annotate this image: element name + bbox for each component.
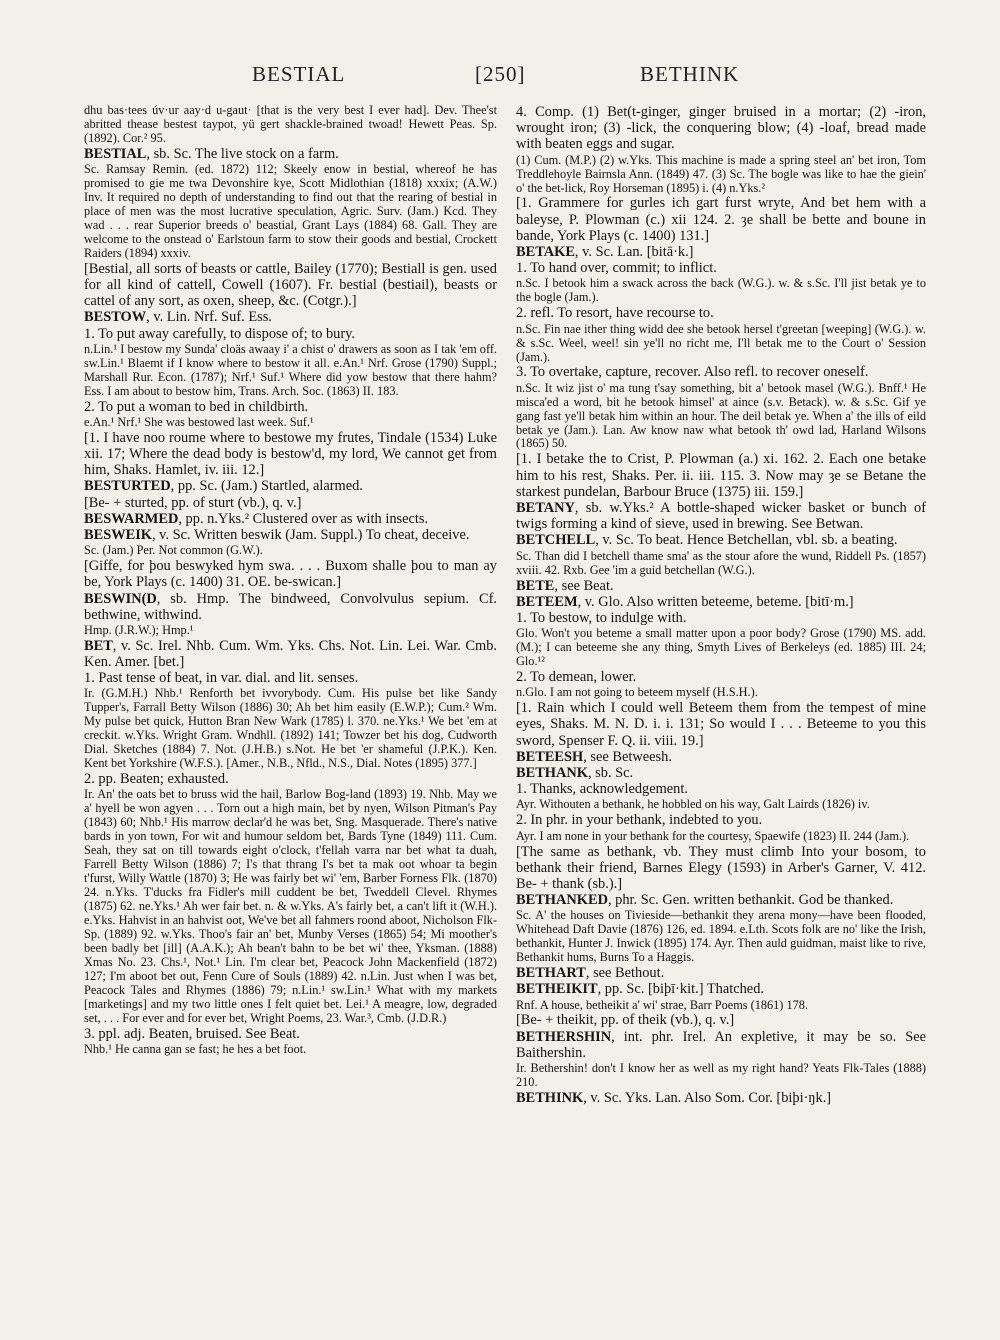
header-first-word: BESTIAL [252,62,346,86]
headword: BESWEIK [84,526,152,543]
dictionary-paragraph: Rnf. A house, betheikit a' wi' strae, Barr Poems (1861) 178. [516,997,808,1012]
dictionary-paragraph: Nhb.¹ He canna gan se fast; he hes a bet foot. [84,1041,307,1056]
headword: BETE [516,577,555,594]
dictionary-paragraph: [The same as bethank, vb. They must climb Into your bosom, to bethank their friend, Barnes Elegy (1593) in Arber's Garner, V. 412. Be- + thank (sb.).] [516,843,926,892]
dictionary-paragraph: n.Glo. I am not going to beteem myself (H.S.H.). [516,685,758,700]
dictionary-paragraph: Sc. A' the houses on Tivieside—bethankit they arena mony—have been flooded, Whitehead Daft Davie (1876) 126, ed. 1894. e.Lth. Scots folk are no' like the Irish, bethankit, Hunter J. Inwick (1895) 174. Ayr. Then auld guidman, maist like to rive, Bethankit hums, Burns To a Haggis. [516,908,926,965]
dictionary-paragraph: Ayr. I am none in your bethank for the courtesy, Spaewife (1823) II. 244 (Jam.). [516,828,910,843]
dictionary-paragraph: Ayr. Withouten a bethank, he hobbled on his way, Galt Lairds (1826) iv. [516,797,870,812]
dictionary-paragraph: BETHEIKIT, pp. Sc. [biþī·kit.] Thatched. [516,981,764,998]
dictionary-paragraph: BETHERSHIN, int. phr. Irel. An expletive, it may be so. See Baithershin. [516,1028,926,1061]
dictionary-paragraph: BETE, see Beat. [516,577,614,594]
headword: BESTIAL [84,145,147,162]
dictionary-paragraph: BETANY, sb. w.Yks.² A bottle-shaped wicker basket or bunch of twigs forming a kind of sieve, used in brewing. See Betwan. [516,500,926,533]
dictionary-paragraph: Sc. Ramsay Remin. (ed. 1872) 112; Skeely enow in bestial, whereof he has promised to gie me twa Devonshire kye, Scott Midlothian (1818) xxxix; (A.W.) Inv. It required no depth of understanding to find out that the rearing of bestial in place of men was the most lucrative speculation, Agric. Surv. (Jam.) Kcd. They wad . . . rear Superior breeds o' beastial, Grant Lays (1884) 68. Gall. They are welcome to the onstead o' Earlstoun farm to stow their goods and bestial, Crockett Raiders (1894) xxxiv. [84,162,497,260]
dictionary-paragraph: BETHINK, v. Sc. Yks. Lan. Also Som. Cor. [biþi·ŋk.] [516,1090,832,1106]
headword: BETHART [516,965,586,982]
dictionary-paragraph: n.Sc. Fin nae ither thing widd dee she betook hersel t'greetan [weeping] (W.G.). w. & s.Sc. Weel, weel! sin ye'll no richt me, I'll betak me to the Court o' Session (Jam.). [516,321,926,364]
dictionary-paragraph: Ir. Bethershin! don't I know her as well as my right hand? Yeats Flk-Tales (1888) 210. [516,1061,926,1090]
headword: BESTURTED [84,478,171,495]
dictionary-paragraph: [Giffe, for þou beswyked hym swa. . . . Buxom shalle þou to man ay be, York Plays (c. 1400) 31. OE. be-swican.] [84,558,497,591]
dictionary-paragraph: BESTOW, v. Lin. Nrf. Suf. Ess. [84,309,272,326]
dictionary-paragraph: BESWEIK, v. Sc. Written beswik (Jam. Suppl.) To cheat, deceive. [84,526,470,543]
running-header [0,62,1000,92]
dictionary-paragraph: Hmp. (J.R.W.); Hmp.¹ [84,622,194,637]
dictionary-paragraph: 1. Past tense of beat, in var. dial. and lit. senses. [84,670,359,687]
headword: BETEESH [516,748,584,765]
dictionary-paragraph: 1. To put away carefully, to dispose of; to bury. [84,325,356,342]
dictionary-paragraph: BETEEM, v. Glo. Also written beteeme, beteme. [bitī·m.] [516,593,854,610]
dictionary-paragraph: BESWARMED, pp. n.Yks.² Clustered over as with insects. [84,510,429,527]
dictionary-paragraph: BETEESH, see Betweesh. [516,748,672,765]
dictionary-paragraph: 2. To demean, lower. [516,669,637,686]
headword: BETAKE [516,244,575,261]
dictionary-paragraph: BESTIAL, sb. Sc. The live stock on a farm. [84,145,339,162]
headword: BETHINK [516,1090,584,1106]
headword: BETHEIKIT [516,981,598,998]
headword: BESWIN(D [84,590,157,607]
headword: BETHANKED [516,892,608,909]
dictionary-paragraph: [1. Grammere for gurles ich gart furst wryte, And bet hem with a baleyse, P. Plowman (c.) xii 124. 2. ȝe shall be bette and boune in bande, York Plays (c. 1400) 131.] [516,195,926,244]
dictionary-paragraph: [1. I have noo roume where to bestowe my frutes, Tindale (1534) Luke xii. 17; Where the dead body is bestow'd, my lord, We cannot get from him, Shaks. Hamlet, iv. iii. 12.] [84,429,497,479]
dictionary-paragraph: BETHART, see Bethout. [516,965,665,982]
dictionary-paragraph: BESTURTED, pp. Sc. (Jam.) Startled, alarmed. [84,478,363,495]
dictionary-paragraph: BETCHELL, v. Sc. To beat. Hence Betchellan, vbl. sb. a beating. [516,532,898,549]
header-last-word: BETHINK [640,62,740,86]
dictionary-paragraph: 4. Comp. (1) Bet(t-ginger, ginger bruised in a mortar; (2) -iron, wrought iron; (3) -lick, the conquering blow; (4) -loaf, bread made with beaten eggs and sugar. [516,104,926,153]
dictionary-paragraph: 1. To bestow, to indulge with. [516,609,687,626]
headword: BETHANK [516,764,588,781]
dictionary-paragraph: n.Lin.¹ I bestow my Sunda' cloäs awaay i' a chist o' drawers as soon as I tak 'em off. sw.Lin.¹ Blaemt if I know where to bestow it all. e.An.¹ Nrf. Grose (1790) Suppl.; Marshall Rur. Econ. (1787); Nrf.¹ Suf.¹ Where did yow bestow that there hahm? Ess. I am about to bestow him, Trans. Arch. Soc. (1863) II. 183. [84,341,497,398]
dictionary-paragraph: 3. ppl. adj. Beaten, bruised. See Beat. [84,1025,300,1042]
headword: BETCHELL [516,532,596,549]
dictionary-paragraph: 2. In phr. in your bethank, indebted to you. [516,812,763,829]
dictionary-paragraph: [Be- + theikit, pp. of theik (vb.), q. v.] [516,1012,735,1029]
headword: BETANY [516,500,575,517]
headword: BETHERSHIN [516,1028,612,1045]
dictionary-paragraph: [1. Rain which I could well Beteem them from the tempest of mine eyes, Shaks. M. N. D. i. i. 131; So would I . . . Beteeme to you this sword, Spenser F. Q. ii. viii. 19.] [516,700,926,749]
dictionary-paragraph: Ir. (G.M.H.) Nhb.¹ Renforth bet ivvorybody. Cum. His pulse bet like Sandy Tupper's, Farrall Betty Wilson (1886) 30; Ah bet him easily (E.W.P.); Cum.² Wm. My pulse bet quick, Hutton Bran New Wark (1785) l. 370. ne.Yks.¹ We bet 'em at creckit. w.Yks. Wright Gram. Wndhll. (1892) 141; Towzer bet his dog, Cudworth Dial. Sketches (1884) 7. Not. (J.H.B.) s.Not. He bet 'er shameful (J.P.K.). Ken. Kent bet Yorkshire (W.F.S.). [Amer., N.B., Nfld., N.S., Dial. Notes (1895) 377.] [84,686,497,771]
dictionary-paragraph: Sc. Than did I betchell thame sma' as the stour afore the wund, Riddell Ps. (1857) xviii. 42. Rxb. Gee 'im a guid betchellan (W.G.). [516,548,926,577]
dictionary-paragraph: Sc. (Jam.) Per. Not common (G.W.). [84,543,263,558]
dictionary-paragraph: Ir. An' the oats bet to bruss wid the hail, Barlow Bog-land (1893) 19. Nhb. May we a' hyell be won agyen . . . Torn out a high main, bet by nyen, Wilson Pitman's Pay (1843) 60; Nhb.¹ His marrow declar'd he was bet, Sng. Masquerade. There's native bards in yon town, For wit and humour seldom bet, Bards Tyne (1849) 111. Cum. Seah, they sat on till towards eight o'clock, t'fellah varra nar bet what ta duah, Farrell Betty Wilson (1886) 7; I's that thrang I's bet ta mak oot whoar ta begin t'furst, Willy Wattle (1870) 3; He was fairly bet wi' 'em, Barber Forness Flk. (1870) 24. n.Yks. T'ducks fra Fidler's mill cuddent be bet, Tweddell Clevel. Rhymes (1875) 62. ne.Yks.¹ Ah wer fair bet. n. & w.Yks. A's fairly bet, a can't lift it (W.H.). e.Yks. Hahvist in an hahvist oot, We've bet all fahmers roond aboot, Nicholson Flk-Sp. (1889) 92. w.Yks. Thoo's fair an' bet, Munby Verses (1865) 54; Mi moother's been badly bet [ill] (A.A.K.); Ah bean't bahn to be bet wi' thee, Yksman. (1888) Xmas No. 23. Chs.¹, Not.¹ Lin. I'm clear bet, Peacock John Mackenfield (1872) 127; I'm aboot bet out, Fenn Cure of Souls (1889) 42. n.Lin. Just when I was bet, Peacock Tales and Rhymes (1886) 79; n.Lin.¹ sw.Lin.¹ What with my markets [marketings] and my two little ones I felt quiet bet. Lei.¹ A meagre, low, degraded set, . . . For ever and for ever bet, Wright Poems, 23. War.³, Cmb. (J.D.R.) [84,787,497,1025]
dictionary-paragraph: n.Sc. I betook him a swack across the back (W.G.). w. & s.Sc. I'll jist betak ye to the bogle (Jam.). [516,276,926,305]
headword: BESTOW [84,309,147,326]
headword: BET [84,637,113,654]
dictionary-paragraph: 2. pp. Beaten; exhausted. [84,771,229,788]
dictionary-paragraph: BESWIN(D, sb. Hmp. The bindweed, Convolvulus sepium. Cf. bethwine, withwind. [84,590,497,623]
left-column [84,104,497,1324]
dictionary-paragraph: 3. To overtake, capture, recover. Also refl. to recover oneself. [516,364,869,381]
page-number: [250] [475,62,526,86]
dictionary-paragraph: Glo. Won't you beteme a small matter upon a poor body? Grose (1790) MS. add. (M.); I can beteeme she any thing, Smyth Lives of Berkeleys (ed. 1885) III. 24; Glo.¹² [516,626,926,669]
dictionary-paragraph: n.Sc. It wiz jist o' ma tung t'say something, bit a' betook masel (W.G.). Bnff.¹ He misca'ed a word, bit he betook himsel' at aince (s.v. Betack). w. & s.Sc. Gif ye gang fast ye'll betak him within an hour. The deil betak ye. When a' the ills of eild betak ye (Jam.). Lan. Aw know naw what betook th' owd lad, Harland Wilsons (1865) 50. [516,380,926,451]
dictionary-paragraph: 2. To put a woman to bed in childbirth. [84,398,309,415]
dictionary-paragraph: 1. Thanks, acknowledgement. [516,781,688,798]
dictionary-paragraph: BETHANK, sb. Sc. [516,764,634,781]
headword: BETEEM [516,593,578,610]
dictionary-paragraph: [Bestial, all sorts of beasts or cattle, Bailey (1770); Bestiall is gen. used for all kind of cattell, Cowell (1607). Fr. bestial (bestiail), beasts or cattel of any sort, as oxen, sheep, &c. (Cotgr.).] [84,260,497,310]
dictionary-paragraph: BETAKE, v. Sc. Lan. [bitā·k.] [516,244,694,261]
headword: BESWARMED [84,510,179,527]
dictionary-paragraph: e.An.¹ Nrf.¹ She was bestowed last week. Suf.¹ [84,414,314,429]
dictionary-paragraph: 2. refl. To resort, have recourse to. [516,305,714,322]
dictionary-paragraph: (1) Cum. (M.P.) (2) w.Yks. This machine is made a spring steel an' bet iron, Tom Treddlehoyle Bairnsla Ann. (1849) 47. (3) Sc. The bogle was like to hae the giein' o' the bet-lick, Roy Horseman (1895) i. (4) n.Yks.² [516,152,926,195]
dictionary-paragraph: [Be- + sturted, pp. of sturt (vb.), q. v.] [84,494,302,511]
dictionary-paragraph: BETHANKED, phr. Sc. Gen. written bethankit. God be thanked. [516,892,894,909]
right-column [516,104,926,1324]
dictionary-paragraph: [1. I betake the to Crist, P. Plowman (a.) xi. 162. 2. Each one betake him to his rest, Shaks. Per. ii. iii. 115. 3. Now may ȝe se Betane the starkest pundelan, Barbour Bruce (1375) iii. 159.] [516,451,926,500]
dictionary-paragraph: dhu bas·tees úv·ur aay·d u-gaut· [that is the very best I ever had]. Dev. Thee'st abritted thease bestest taypot, yü gert shackle-brained twoad! Hewett Peas. Sp. (1892). Cor.² 95. [84,104,497,145]
dictionary-paragraph: 1. To hand over, commit; to inflict. [516,260,717,277]
dictionary-paragraph: BET, v. Sc. Irel. Nhb. Cum. Wm. Yks. Chs. Not. Lin. Lei. War. Cmb. Ken. Amer. [bet.] [84,637,497,671]
